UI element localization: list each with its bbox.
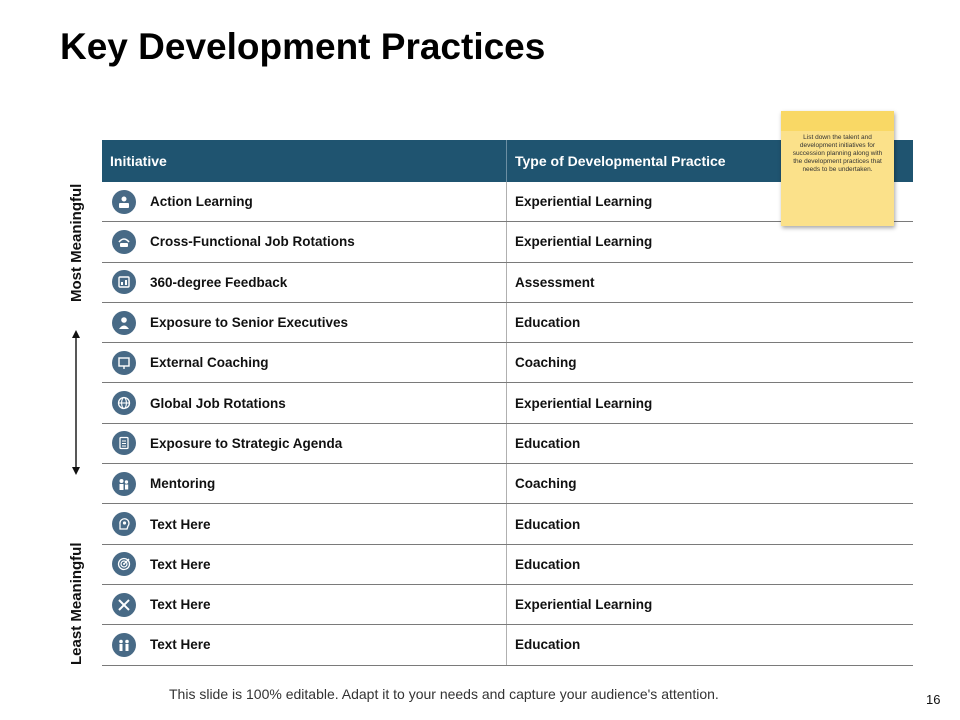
table-row	[102, 222, 913, 262]
table-row	[102, 303, 913, 343]
initiative-cell	[102, 625, 507, 664]
people-presentation-icon	[112, 190, 136, 214]
initiative-cell	[102, 222, 507, 261]
initiative-label: External Coaching	[150, 355, 269, 371]
initiative-label: Exposure to Senior Executives	[150, 315, 349, 331]
agenda-list-icon	[112, 431, 136, 455]
table-row	[102, 585, 913, 625]
initiative-label: Text Here	[150, 556, 211, 572]
initiative-cell	[102, 464, 507, 503]
header-initiative: Initiative	[102, 140, 507, 182]
initiative-cell	[102, 182, 507, 221]
team-people-icon	[112, 633, 136, 657]
initiative-label: Exposure to Strategic Agenda	[150, 435, 343, 451]
footer-note: This slide is 100% editable. Adapt it to your needs and capture your audience's attention.	[169, 686, 719, 702]
initiative-cell	[102, 263, 507, 302]
feedback-chart-icon	[112, 270, 136, 294]
initiative-label: 360-degree Feedback	[150, 274, 288, 290]
practice-cell: Education	[515, 435, 581, 451]
head-gears-icon	[112, 512, 136, 536]
practice-cell: Education	[515, 556, 581, 572]
sticky-note-text: List down the talent and development initiatives for succession planning along with the development practices that needs to be undertaken.	[792, 134, 883, 173]
practice-cell: Assessment	[515, 274, 595, 290]
table-row	[102, 464, 913, 504]
double-arrow-icon	[70, 330, 82, 475]
globe-icon	[112, 391, 136, 415]
initiative-label: Text Here	[150, 516, 211, 532]
table-row	[102, 545, 913, 585]
initiative-label: Action Learning	[150, 194, 253, 210]
practice-cell: Experiential Learning	[515, 395, 653, 411]
sticky-note-band	[781, 111, 894, 131]
practice-cell: Coaching	[515, 355, 577, 371]
initiative-cell	[102, 303, 507, 342]
coaching-board-icon	[112, 351, 136, 375]
mentor-people-icon	[112, 472, 136, 496]
practice-cell: Education	[515, 315, 581, 331]
initiative-cell	[102, 504, 507, 543]
initiative-cell	[102, 585, 507, 624]
practice-cell: Experiential Learning	[515, 597, 653, 613]
table-row	[102, 263, 913, 303]
table-row	[102, 625, 913, 665]
practice-cell: Education	[515, 637, 581, 653]
initiative-label: Cross-Functional Job Rotations	[150, 234, 355, 250]
practice-cell: Education	[515, 516, 581, 532]
initiative-label: Global Job Rotations	[150, 395, 286, 411]
initiative-label: Mentoring	[150, 476, 216, 492]
initiative-cell	[102, 383, 507, 422]
executive-person-icon	[112, 311, 136, 335]
practice-cell: Experiential Learning	[515, 194, 653, 210]
practice-cell: Coaching	[515, 476, 577, 492]
table-body	[102, 182, 913, 666]
least-meaningful-label: Least Meaningful	[68, 542, 85, 665]
practice-cell: Experiential Learning	[515, 234, 653, 250]
table-row	[102, 383, 913, 423]
table-row	[102, 424, 913, 464]
page-number: 16	[926, 692, 941, 707]
rotation-handshake-icon	[112, 230, 136, 254]
initiative-cell	[102, 424, 507, 463]
table-row	[102, 343, 913, 383]
tools-icon	[112, 593, 136, 617]
initiative-cell	[102, 545, 507, 584]
target-icon	[112, 552, 136, 576]
initiative-label: Text Here	[150, 597, 211, 613]
table-row	[102, 504, 913, 544]
initiative-cell	[102, 343, 507, 382]
initiative-label: Text Here	[150, 637, 211, 653]
sticky-note	[781, 111, 894, 226]
most-meaningful-label: Most Meaningful	[68, 183, 85, 302]
slide-title: Key Development Practices	[60, 26, 546, 67]
header-practice-type: Type of Developmental Practice	[515, 153, 726, 169]
